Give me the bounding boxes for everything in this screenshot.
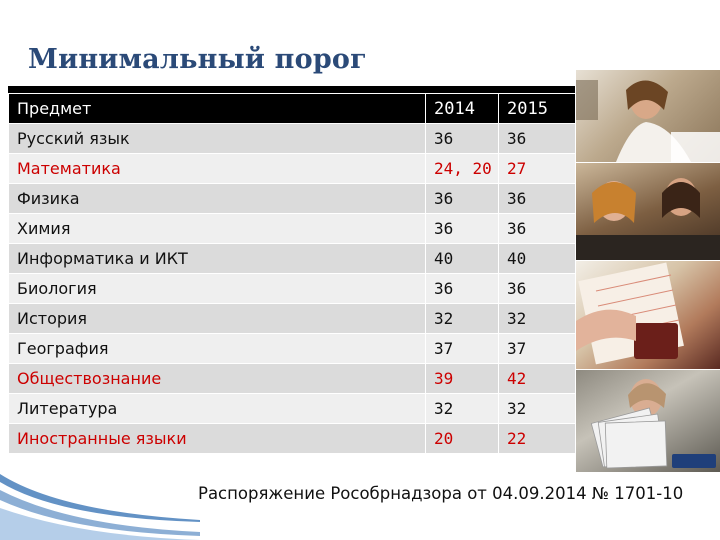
- cell-2015: 32: [499, 394, 576, 424]
- cell-subject: Литература: [9, 394, 426, 424]
- cell-2014: 24, 20: [426, 154, 499, 184]
- table-row: [9, 274, 576, 304]
- cell-2014: 37: [426, 334, 499, 364]
- cell-2015: 36: [499, 184, 576, 214]
- table-row: [9, 184, 576, 214]
- cell-2015: 36: [499, 214, 576, 244]
- cell-2015: 37: [499, 334, 576, 364]
- cell-2015: 36: [499, 274, 576, 304]
- cell-subject: Физика: [9, 184, 426, 214]
- table-row: [9, 214, 576, 244]
- table-row: [9, 394, 576, 424]
- cell-2015: 40: [499, 244, 576, 274]
- photo-students-writing: [576, 163, 720, 260]
- cell-2015: 22: [499, 424, 576, 454]
- header-2014: 2014: [426, 94, 499, 124]
- cell-2014: 36: [426, 214, 499, 244]
- table-body: [9, 124, 576, 454]
- cell-subject: Биология: [9, 274, 426, 304]
- cell-2014: 40: [426, 244, 499, 274]
- table-header: [9, 94, 576, 124]
- cell-2014: 32: [426, 394, 499, 424]
- cell-subject: Иностранные языки: [9, 424, 426, 454]
- threshold-table: [8, 93, 576, 454]
- header-2015: 2015: [499, 94, 576, 124]
- title-divider: [8, 86, 575, 93]
- header-row: [9, 94, 576, 124]
- source-caption: Распоряжение Рособрнадзора от 04.09.2014 № 1701-10: [198, 484, 684, 503]
- cell-2015: 42: [499, 364, 576, 394]
- threshold-table-container: [8, 93, 575, 454]
- photo-collage: [576, 70, 720, 472]
- photo-woman-with-papers: [576, 370, 720, 472]
- cell-subject: Информатика и ИКТ: [9, 244, 426, 274]
- cell-2014: 39: [426, 364, 499, 394]
- cell-2015: 32: [499, 304, 576, 334]
- table-row: [9, 304, 576, 334]
- cell-2014: 36: [426, 274, 499, 304]
- photo-filling-form: [576, 261, 720, 369]
- table-row: [9, 244, 576, 274]
- cell-2014: 36: [426, 184, 499, 214]
- page-title: Минимальный порог: [28, 44, 367, 75]
- cell-subject: История: [9, 304, 426, 334]
- cell-2015: 36: [499, 124, 576, 154]
- decorative-corner-swoosh: [0, 452, 200, 540]
- cell-2014: 20: [426, 424, 499, 454]
- photo-exam-students: [576, 70, 720, 162]
- header-subject: Предмет: [9, 94, 426, 124]
- table-row: [9, 424, 576, 454]
- table-row: [9, 334, 576, 364]
- cell-subject: География: [9, 334, 426, 364]
- table-row: [9, 124, 576, 154]
- cell-subject: Обществознание: [9, 364, 426, 394]
- cell-subject: Математика: [9, 154, 426, 184]
- table-row: [9, 364, 576, 394]
- cell-2015: 27: [499, 154, 576, 184]
- cell-subject: Русский язык: [9, 124, 426, 154]
- cell-subject: Химия: [9, 214, 426, 244]
- cell-2014: 36: [426, 124, 499, 154]
- table-row: [9, 154, 576, 184]
- cell-2014: 32: [426, 304, 499, 334]
